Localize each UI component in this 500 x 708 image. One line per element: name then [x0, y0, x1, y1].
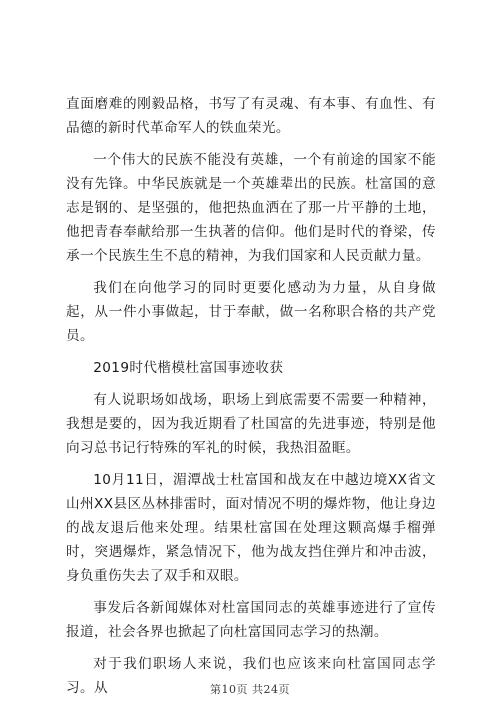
page-number-footer: 第10页 共24页	[210, 683, 290, 696]
paragraph-learn-from-him: 我们在向他学习的同时更要化感动为力量，从自身做起，从一件小事做起，甘于奉献，做一名称职合格的共产党员。	[66, 280, 436, 344]
section-heading: 2019时代楷模杜富国事迹收获	[93, 360, 284, 376]
paragraph-hero-nation: 一个伟大的民族不能没有英雄，一个有前途的国家不能没有先锋。中华民族就是一个英雄辈出的民族。杜富国的意志是钢的、是坚强的，他把热血洒在了那一片平静的土地，他把青春奉献给那一生执著的信仰。他们是时代的脊梁，传承一个民族生生不息的精神，为我们国家和人民贡献力量。	[66, 152, 436, 264]
paragraph-workplace-spirit: 有人说职场如战场，职场上到底需要不需要一种精神，我想是要的，因为我近期看了杜国富的先进事迹，特别是他向习总书记行特殊的军礼的时候，我热泪盈眶。	[66, 392, 436, 456]
paragraph-mine-clearing-event: 10月11日，湄潭战士杜富国和战友在中越边境XX省文山州XX县区丛林排雷时，面对情况不明的爆炸物，他让身边的战友退后他来处理。结果杜富国在处理这颗高爆手榴弹时，突遇爆炸，紧急情况下，他为战友挡住弹片和冲击波，身负重伤失去了双手和双眼。	[66, 472, 436, 584]
paragraph-media-coverage: 事发后各新闻媒体对杜富国同志的英雄事迹进行了宣传报道，社会各界也掀起了向杜富国同志学习的热潮。	[66, 600, 436, 640]
paragraph-continuation: 直面磨难的刚毅品格，书写了有灵魂、有本事、有血性、有品德的新时代革命军人的铁血荣光。	[66, 96, 436, 136]
paragraph-workplace-lesson: 对于我们职场人来说，我们也应该来向杜富国同志学习。从	[66, 656, 436, 696]
document-body	[66, 92, 436, 708]
